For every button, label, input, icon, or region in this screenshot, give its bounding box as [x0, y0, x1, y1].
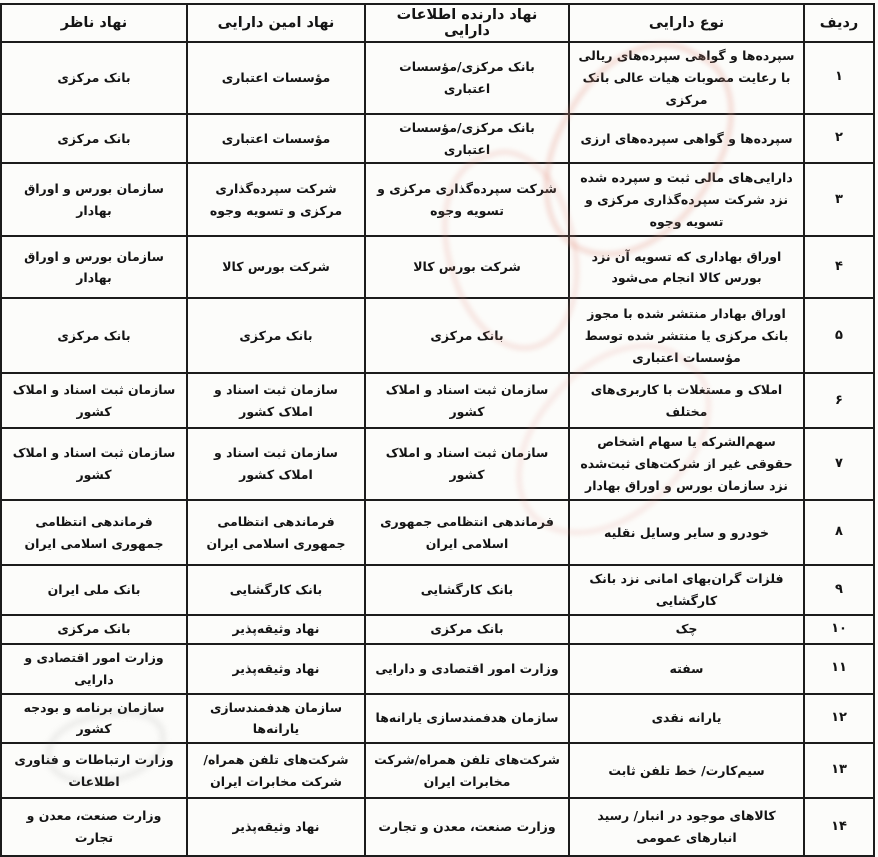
table-row — [1, 114, 874, 164]
cell-asset-type: کالاهای موجود در انبار/ رسید انبارهای عمومی — [569, 798, 804, 856]
cell-trustee: نهاد وثیقه‌پذیر — [187, 798, 365, 856]
cell-info-holder: بانک مرکزی — [365, 298, 569, 373]
cell-asset-type: خودرو و سایر وسایل نقلیه — [569, 500, 804, 565]
cell-asset-type: املاک و مستغلات با کاربری‌های مختلف — [569, 373, 804, 428]
cell-supervisor: سازمان برنامه و بودجه کشور — [1, 694, 187, 744]
cell-asset-type: اوراق بهاداری که تسویه آن نزد بورس کالا انجام می‌شود — [569, 236, 804, 298]
cell-row-number: ۷ — [804, 428, 874, 500]
cell-supervisor: بانک مرکزی — [1, 42, 187, 114]
table-row — [1, 428, 874, 500]
cell-supervisor: وزارت صنعت، معدن و تجارت — [1, 798, 187, 856]
cell-row-number: ۱۴ — [804, 798, 874, 856]
scanned-document-page — [5, 0, 878, 846]
cell-asset-type: سپرده‌ها و گواهی سپرده‌های ریالی با رعایت مصوبات هیات عالی بانک مرکزی — [569, 42, 804, 114]
cell-info-holder: بانک مرکزی/مؤسسات اعتباری — [365, 42, 569, 114]
table-row — [1, 163, 874, 236]
cell-asset-type: سهم‌الشرکه یا سهام اشخاص حقوقی غیر از شرکت‌های ثبت‌شده نزد سازمان بورس و اوراق بهادار — [569, 428, 804, 500]
cell-row-number: ۱ — [804, 42, 874, 114]
cell-row-number: ۵ — [804, 298, 874, 373]
cell-row-number: ۹ — [804, 565, 874, 615]
cell-row-number: ۱۲ — [804, 694, 874, 744]
cell-supervisor: بانک ملی ایران — [1, 565, 187, 615]
cell-trustee: شرکت بورس کالا — [187, 236, 365, 298]
cell-asset-type: چک — [569, 615, 804, 644]
cell-trustee: نهاد وثیقه‌پذیر — [187, 615, 365, 644]
cell-supervisor: سازمان ثبت اسناد و املاک کشور — [1, 428, 187, 500]
cell-info-holder: سازمان ثبت اسناد و املاک کشور — [365, 428, 569, 500]
cell-asset-type: فلزات گران‌بهای امانی نزد بانک کارگشایی — [569, 565, 804, 615]
cell-trustee: فرماندهی انتظامی جمهوری اسلامی ایران — [187, 500, 365, 565]
asset-registry-table — [0, 3, 875, 857]
cell-supervisor: سازمان ثبت اسناد و املاک کشور — [1, 373, 187, 428]
cell-supervisor: سازمان بورس و اوراق بهادار — [1, 163, 187, 236]
header-row — [1, 4, 874, 42]
table-row — [1, 565, 874, 615]
cell-trustee: شرکت‌های تلفن همراه/شرکت مخابرات ایران — [187, 743, 365, 798]
cell-row-number: ۲ — [804, 114, 874, 164]
cell-info-holder: شرکت سپرده‌گذاری مرکزی و تسویه وجوه — [365, 163, 569, 236]
cell-supervisor: بانک مرکزی — [1, 114, 187, 164]
cell-supervisor: بانک مرکزی — [1, 615, 187, 644]
cell-info-holder: وزارت امور اقتصادی و دارایی — [365, 644, 569, 694]
cell-trustee: مؤسسات اعتباری — [187, 114, 365, 164]
cell-row-number: ۴ — [804, 236, 874, 298]
cell-supervisor: وزارت ارتباطات و فناوری اطلاعات — [1, 743, 187, 798]
table-row — [1, 42, 874, 114]
table-row — [1, 615, 874, 644]
table-row — [1, 743, 874, 798]
header-trustee: نهاد امین دارایی — [187, 4, 365, 42]
cell-row-number: ۳ — [804, 163, 874, 236]
cell-row-number: ۶ — [804, 373, 874, 428]
header-supervisor: نهاد ناظر — [1, 4, 187, 42]
table-row — [1, 644, 874, 694]
cell-info-holder: شرکت‌های تلفن همراه/شرکت مخابرات ایران — [365, 743, 569, 798]
cell-info-holder: بانک مرکزی — [365, 615, 569, 644]
cell-info-holder: شرکت بورس کالا — [365, 236, 569, 298]
cell-row-number: ۱۱ — [804, 644, 874, 694]
table-row — [1, 694, 874, 744]
cell-trustee: بانک کارگشایی — [187, 565, 365, 615]
header-row-number: ردیف — [804, 4, 874, 42]
header-info-holder: نهاد دارنده اطلاعات دارایی — [365, 4, 569, 42]
cell-trustee: سازمان ثبت اسناد و املاک کشور — [187, 428, 365, 500]
table-row — [1, 236, 874, 298]
cell-trustee: نهاد وثیقه‌پذیر — [187, 644, 365, 694]
cell-asset-type: دارایی‌های مالی ثبت و سپرده شده نزد شرکت سپرده‌گذاری مرکزی و تسویه وجوه — [569, 163, 804, 236]
cell-info-holder: بانک مرکزی/مؤسسات اعتباری — [365, 114, 569, 164]
cell-supervisor: بانک مرکزی — [1, 298, 187, 373]
cell-row-number: ۸ — [804, 500, 874, 565]
table-row — [1, 298, 874, 373]
cell-info-holder: سازمان ثبت اسناد و املاک کشور — [365, 373, 569, 428]
cell-info-holder: وزارت صنعت، معدن و تجارت — [365, 798, 569, 856]
cell-asset-type: یارانه نقدی — [569, 694, 804, 744]
table-row — [1, 500, 874, 565]
cell-supervisor: وزارت امور اقتصادی و دارایی — [1, 644, 187, 694]
cell-trustee: سازمان هدفمندسازی یارانه‌ها — [187, 694, 365, 744]
cell-asset-type: سفته — [569, 644, 804, 694]
cell-row-number: ۱۰ — [804, 615, 874, 644]
cell-trustee: شرکت سپرده‌گذاری مرکزی و تسویه وجوه — [187, 163, 365, 236]
cell-trustee: بانک مرکزی — [187, 298, 365, 373]
cell-info-holder: فرماندهی انتظامی جمهوری اسلامی ایران — [365, 500, 569, 565]
cell-trustee: سازمان ثبت اسناد و املاک کشور — [187, 373, 365, 428]
cell-asset-type: سیم‌کارت/ خط تلفن ثابت — [569, 743, 804, 798]
cell-info-holder: سازمان هدفمندسازی یارانه‌ها — [365, 694, 569, 744]
table-row — [1, 798, 874, 856]
cell-asset-type: اوراق بهادار منتشر شده با مجوز بانک مرکزی یا منتشر شده توسط مؤسسات اعتباری — [569, 298, 804, 373]
cell-row-number: ۱۳ — [804, 743, 874, 798]
cell-supervisor: سازمان بورس و اوراق بهادار — [1, 236, 187, 298]
cell-asset-type: سپرده‌ها و گواهی سپرده‌های ارزی — [569, 114, 804, 164]
cell-trustee: مؤسسات اعتباری — [187, 42, 365, 114]
cell-info-holder: بانک کارگشایی — [365, 565, 569, 615]
table-row — [1, 373, 874, 428]
header-asset-type: نوع دارایی — [569, 4, 804, 42]
cell-supervisor: فرماندهی انتظامی جمهوری اسلامی ایران — [1, 500, 187, 565]
